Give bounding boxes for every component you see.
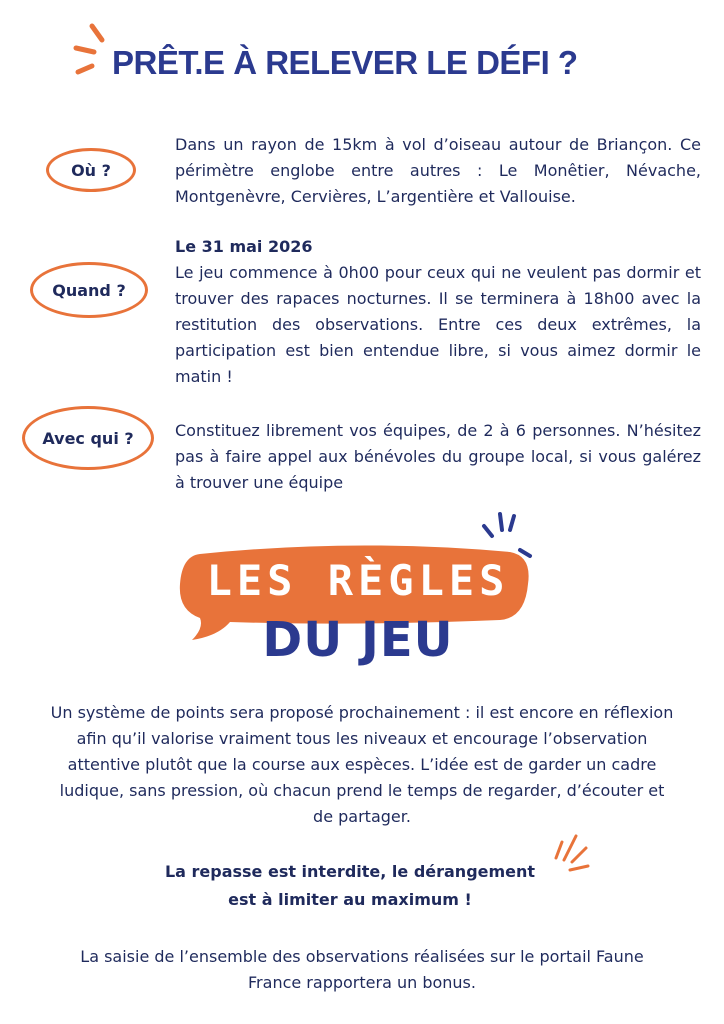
when-date: Le 31 mai 2026 [175,237,313,256]
when-label: Quand ? [52,280,126,300]
rules-title-top: LES RÈGLES [206,556,510,605]
who-label-oval [22,406,154,470]
who-text: Constituez librement vos équipes, de 2 à 6 personnes. N’hésitez pas à faire appel aux bénévoles du groupe local, si vous galérez à trouver une équipe [175,421,701,492]
orange-sparkle-right-icon [546,830,596,880]
where-text: Dans un rayon de 15km à vol d’oiseau autour de Briançon. Ce périmètre englobe entre autres : Le Monêtier, Névache, Montgenèvre, Cervières, L’argentière et Vallouise. [175,135,701,206]
orange-sparkle-icon [70,20,110,80]
rules-title-bottom: DU JEU [262,612,454,668]
where-label-oval [46,148,136,192]
who-label: Avec qui ? [42,428,134,448]
rules-intro: Un système de points sera proposé prochainement : il est encore en réflexion afin qu’il valorise vraiment tous les niveaux et encourage l’observation attentive plutôt que la course aux espèces. L’idée est de garder un cadre ludique, sans pression, où chacun prend le temps de regarder, d’écouter et de partager. [50,703,674,826]
page-title: PRÊT.E À RELEVER LE DÉFI ? [112,44,578,81]
when-text: Le jeu commence à 0h00 pour ceux qui ne veulent pas dormir et trouver des rapaces nocturnes. Il se terminera à 18h00 avec la restitution des observations. Entre ces deux extrêmes, la participation est bien entendue libre, si vous aimez dormir le matin ! [175,263,701,386]
when-label-oval [30,262,148,318]
rules-bonus: La saisie de l’ensemble des observations réalisées sur le portail Faune France rapportera un bonus. [80,947,644,992]
where-label: Où ? [71,160,111,180]
rules-warning [80,858,620,914]
rules-warning-line1: La repasse est interdite, le dérangement [164,862,536,881]
when-block [175,234,701,390]
rules-warning-line2: est à limiter au maximum ! [228,890,472,909]
